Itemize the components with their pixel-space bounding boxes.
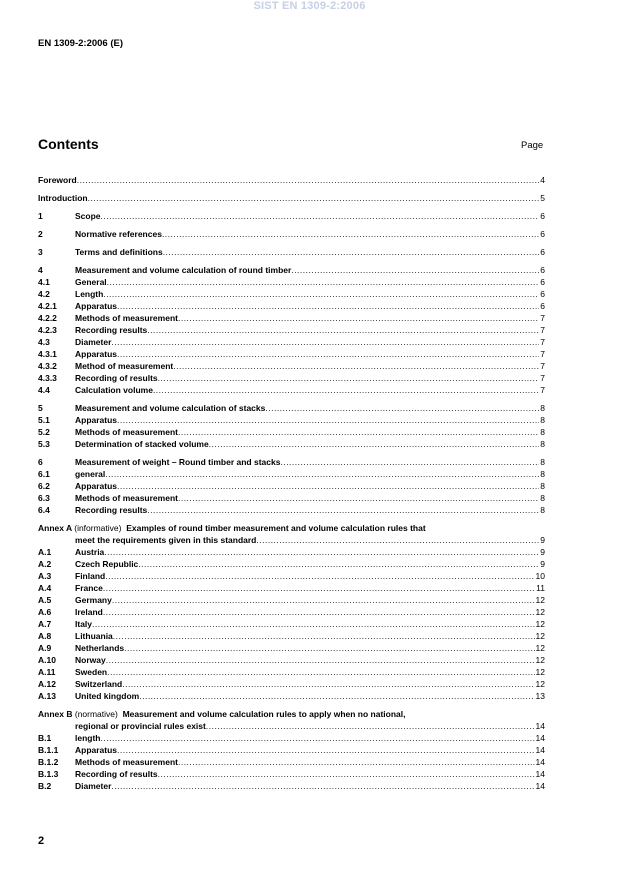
dot-leader (153, 384, 539, 396)
dot-leader (111, 780, 534, 792)
toc-entry-page: 12 (535, 679, 545, 689)
dot-leader (117, 300, 539, 312)
toc-entry[interactable] (38, 756, 545, 768)
dot-leader (178, 426, 539, 438)
toc-entry[interactable] (38, 570, 545, 582)
toc-entry-page: 6 (540, 211, 545, 221)
annex-prefix: Annex A (38, 523, 72, 533)
toc-entry-page: 7 (540, 361, 545, 371)
toc-entry[interactable] (38, 288, 545, 300)
dot-leader (103, 606, 535, 618)
dot-leader (158, 768, 535, 780)
toc-entry-number: A.11 (38, 667, 56, 677)
toc-entry-page: 12 (535, 655, 545, 665)
toc-entry-title: Scope (75, 211, 101, 221)
toc-entry-page: 6 (540, 277, 545, 287)
dot-leader (88, 192, 540, 204)
toc-entry-title: Lithuania (75, 631, 113, 641)
toc-entry-title: Diameter (75, 781, 112, 791)
toc-entry-page: 14 (535, 721, 545, 731)
dot-leader (101, 210, 540, 222)
dot-leader (103, 582, 535, 594)
toc-entry-number: 4.3.2 (38, 361, 57, 371)
toc-entry-page: 8 (540, 481, 545, 491)
toc-entry-number: 6.1 (38, 469, 50, 479)
toc-entry[interactable] (38, 582, 545, 594)
toc-entry-page: 14 (535, 733, 545, 743)
toc-entry[interactable] (38, 546, 545, 558)
toc-entry[interactable] (38, 276, 545, 288)
dot-leader (147, 504, 539, 516)
annex-heading-text (38, 708, 406, 720)
toc-entry-title: Apparatus (75, 301, 118, 311)
toc-entry-page: 7 (540, 313, 545, 323)
toc-entry-title: Ireland (75, 607, 103, 617)
toc-entry-number: 4 (38, 265, 43, 275)
dot-leader (265, 402, 539, 414)
toc-entry[interactable] (38, 402, 545, 414)
dot-leader (112, 594, 535, 606)
toc-entry-title: Sweden (75, 667, 108, 677)
toc-entry-page: 6 (540, 289, 545, 299)
toc-entry-number: B.1.2 (38, 757, 59, 767)
toc-entry[interactable] (38, 480, 545, 492)
toc-entry-title: Calculation volume (75, 385, 153, 395)
toc-entry-page: 7 (540, 373, 545, 383)
toc-entry-page: 8 (540, 415, 545, 425)
toc-entry-title: Finland (75, 571, 106, 581)
contents-title: Contents (38, 136, 99, 152)
toc-entry-title: Switzerland (75, 679, 123, 689)
toc-entry-number: 6.2 (38, 481, 50, 491)
dot-leader (147, 324, 539, 336)
toc-entry-page: 7 (540, 325, 545, 335)
toc-entry-page: 11 (536, 583, 545, 593)
toc-entry-page: 4 (540, 175, 545, 185)
dot-leader (113, 630, 535, 642)
toc-entry[interactable] (38, 324, 545, 336)
toc-entry[interactable] (38, 504, 545, 516)
toc-entry-title: United kingdom (75, 691, 140, 701)
toc-entry-title: Recording of results (75, 769, 158, 779)
toc-entry-title: Recording results (75, 325, 148, 335)
toc-entry-page: 14 (535, 769, 545, 779)
toc-entry-number: A.1 (38, 547, 52, 557)
toc-entry[interactable] (38, 690, 545, 702)
toc-entry-number: A.2 (38, 559, 52, 569)
toc-entry-page: 6 (540, 265, 545, 275)
toc-entry-title: Methods of measurement (75, 757, 178, 767)
toc-entry-page: 8 (540, 439, 545, 449)
toc-entry[interactable] (38, 744, 545, 756)
toc-entry-number: A.6 (38, 607, 52, 617)
toc-entry[interactable] (38, 456, 545, 468)
toc-entry-number: 5.1 (38, 415, 50, 425)
toc-entry-title: Apparatus (75, 745, 118, 755)
toc-entry[interactable] (38, 642, 545, 654)
toc-entry-number: A.8 (38, 631, 52, 641)
toc-entry-number: 4.1 (38, 277, 50, 287)
toc-entry-number: 4.2.3 (38, 325, 57, 335)
toc-entry-title: Czech Republic (75, 559, 139, 569)
dot-leader (291, 264, 539, 276)
toc-entry[interactable] (38, 174, 545, 186)
annex-type: (normative) (74, 709, 118, 719)
toc-entry[interactable] (38, 630, 545, 642)
toc-entry-page: 7 (540, 385, 545, 395)
dot-leader (163, 246, 540, 258)
annex-heading[interactable] (38, 708, 545, 720)
dot-leader (162, 228, 539, 240)
dot-leader (105, 468, 539, 480)
toc-entry-title: Germany (75, 595, 112, 605)
toc-entry-title: General (75, 277, 107, 287)
toc-entry[interactable] (38, 654, 545, 666)
dot-leader (209, 438, 540, 450)
dot-leader (106, 654, 535, 666)
toc-entry-number: 4.3.3 (38, 373, 57, 383)
toc-entry[interactable] (38, 606, 545, 618)
watermark: SIST EN 1309-2:2006 (253, 0, 366, 12)
toc-entry-page: 9 (540, 559, 545, 569)
dot-leader (256, 534, 539, 546)
toc-entry-title: Apparatus (75, 349, 118, 359)
toc-entry-number: A.12 (38, 679, 56, 689)
toc-entry-title: Measurement of weight – Round timber and stacks (75, 457, 281, 467)
toc-entry[interactable] (38, 312, 545, 324)
dot-leader (206, 720, 535, 732)
dot-leader (105, 570, 534, 582)
toc-entry-number: 5 (38, 403, 43, 413)
toc-entry[interactable] (38, 492, 545, 504)
toc-entry-number: 4.2.1 (38, 301, 57, 311)
toc-entry-page: 9 (540, 547, 545, 557)
toc-entry-number: 6.3 (38, 493, 50, 503)
toc-entry[interactable] (38, 192, 545, 204)
dot-leader (117, 480, 539, 492)
dot-leader (117, 348, 539, 360)
toc-entry-page: 8 (540, 505, 545, 515)
toc-entry[interactable] (38, 300, 545, 312)
toc-entry-title: Terms and definitions (75, 247, 163, 257)
toc-entry-number: 4.2.2 (38, 313, 57, 323)
toc-entry-title: Norway (75, 655, 106, 665)
dot-leader (280, 456, 539, 468)
toc-entry-page: 14 (535, 745, 545, 755)
toc-entry-page: 6 (540, 247, 545, 257)
toc-entry[interactable] (38, 264, 545, 276)
toc-entry[interactable] (38, 372, 545, 384)
dot-leader (77, 174, 540, 186)
toc-entry-title: general (75, 469, 106, 479)
dot-leader (139, 690, 534, 702)
toc-entry-page: 13 (535, 691, 545, 701)
toc-entry-page: 8 (540, 427, 545, 437)
toc-entry-page: 12 (535, 667, 545, 677)
toc-entry-page: 12 (535, 595, 545, 605)
dot-leader (104, 546, 539, 558)
page-number: 2 (38, 835, 45, 847)
toc-entry-number: A.13 (38, 691, 56, 701)
toc-entry-number: 2 (38, 229, 43, 239)
toc-entry-number: 4.3 (38, 337, 50, 347)
dot-leader (92, 618, 535, 630)
toc-entry-title: Method of measurement (75, 361, 174, 371)
annex-title-line1: Examples of round timber measurement and volume calculation rules that (126, 523, 426, 533)
toc-entry-title: Methods of measurement (75, 493, 178, 503)
toc-entry[interactable] (38, 384, 545, 396)
dot-leader (117, 744, 534, 756)
toc-entry-number: 6.4 (38, 505, 50, 515)
toc-entry-number: B.1.1 (38, 745, 59, 755)
toc-entry-page: 12 (535, 643, 545, 653)
toc-entry[interactable] (38, 768, 545, 780)
dot-leader (178, 312, 539, 324)
dot-leader (122, 678, 534, 690)
toc-entry-title: Apparatus (75, 415, 118, 425)
toc-entry-page: 6 (540, 301, 545, 311)
toc-entry-page: 8 (540, 457, 545, 467)
annex-heading-text (38, 522, 426, 534)
annex-heading[interactable] (38, 522, 545, 534)
toc-entry-title: Methods of measurement (75, 427, 178, 437)
toc-entry-number: 4.3.1 (38, 349, 57, 359)
toc-entry-number: 6 (38, 457, 43, 467)
toc-entry-number: 5.3 (38, 439, 50, 449)
toc-entry-number: A.5 (38, 595, 52, 605)
toc-entry-number: A.3 (38, 571, 52, 581)
dot-leader (103, 288, 539, 300)
toc-entry-title: length (75, 733, 101, 743)
dot-leader (124, 642, 534, 654)
toc-entry-page: 8 (540, 493, 545, 503)
toc-entry-page: 6 (540, 229, 545, 239)
toc-entry[interactable] (38, 780, 545, 792)
annex-title-line1: Measurement and volume calculation rules to apply when no national, (122, 709, 406, 719)
toc-entry[interactable] (38, 348, 545, 360)
annex-type: (informative) (74, 523, 122, 533)
toc-entry[interactable] (38, 558, 545, 570)
toc-entry-page: 9 (540, 535, 545, 545)
toc-entry[interactable] (38, 228, 545, 240)
toc-entry-page: 7 (540, 349, 545, 359)
toc-entry-number: B.2 (38, 781, 52, 791)
dot-leader (178, 756, 535, 768)
toc-entry[interactable] (38, 360, 545, 372)
toc-entry-number: 4.4 (38, 385, 50, 395)
toc-entry[interactable] (38, 426, 545, 438)
toc-entry-number: A.4 (38, 583, 52, 593)
toc-entry[interactable] (38, 414, 545, 426)
dot-leader (173, 360, 539, 372)
toc-entry[interactable] (38, 732, 545, 744)
toc-entry-title: Recording results (75, 505, 148, 515)
toc-entry[interactable] (38, 438, 545, 450)
table-of-contents (38, 174, 545, 792)
dot-leader (107, 666, 534, 678)
toc-entry-title: France (75, 583, 103, 593)
toc-entry-number: 1 (38, 211, 43, 221)
toc-entry-title: Measurement and volume calculation of round timber (75, 265, 292, 275)
toc-entry-page: 12 (535, 619, 545, 629)
toc-entry-page: 10 (535, 571, 545, 581)
annex-prefix: Annex B (38, 709, 73, 719)
toc-entry-title: regional or provincial rules exist (75, 721, 206, 731)
toc-entry-page: 7 (540, 337, 545, 347)
toc-entry[interactable] (38, 210, 545, 222)
dot-leader (158, 372, 540, 384)
toc-entry[interactable] (38, 468, 545, 480)
toc-entry-number: B.1.3 (38, 769, 59, 779)
toc-entry-title: Introduction (38, 193, 88, 203)
toc-entry-title: Normative references (75, 229, 162, 239)
toc-entry-title: Methods of measurement (75, 313, 178, 323)
toc-entry[interactable] (38, 666, 545, 678)
toc-entry[interactable] (38, 594, 545, 606)
dot-leader (111, 336, 539, 348)
dot-leader (117, 414, 539, 426)
toc-entry-title: meet the requirements given in this standard (75, 535, 257, 545)
toc-entry-number: 5.2 (38, 427, 50, 437)
toc-entry-title: Determination of stacked volume (75, 439, 209, 449)
document-id: EN 1309-2:2006 (E) (38, 38, 124, 49)
toc-entry-page: 14 (535, 757, 545, 767)
toc-entry[interactable] (38, 678, 545, 690)
toc-entry[interactable] (38, 246, 545, 258)
toc-entry-page: 5 (540, 193, 545, 203)
toc-entry-title: Austria (75, 547, 105, 557)
dot-leader (101, 732, 535, 744)
toc-entry[interactable] (38, 534, 545, 546)
toc-entry-number: 3 (38, 247, 43, 257)
toc-entry-title: Netherlands (75, 643, 125, 653)
toc-entry[interactable] (38, 618, 545, 630)
toc-entry-page: 12 (535, 631, 545, 641)
toc-entry-page: 8 (540, 403, 545, 413)
toc-entry[interactable] (38, 720, 545, 732)
toc-entry-title: Foreword (38, 175, 77, 185)
toc-entry[interactable] (38, 336, 545, 348)
toc-entry-number: B.1 (38, 733, 52, 743)
dot-leader (138, 558, 539, 570)
toc-entry-page: 8 (540, 469, 545, 479)
toc-entry-title: Length (75, 289, 104, 299)
toc-entry-title: Measurement and volume calculation of stacks (75, 403, 266, 413)
dot-leader (178, 492, 539, 504)
toc-entry-title: Italy (75, 619, 93, 629)
toc-entry-number: 4.2 (38, 289, 50, 299)
toc-entry-page: 12 (535, 607, 545, 617)
toc-entry-title: Diameter (75, 337, 112, 347)
dot-leader (107, 276, 540, 288)
toc-entry-page: 14 (535, 781, 545, 791)
toc-entry-number: A.10 (38, 655, 56, 665)
toc-entry-number: A.7 (38, 619, 52, 629)
toc-entry-number: A.9 (38, 643, 52, 653)
toc-entry-title: Recording of results (75, 373, 158, 383)
page-column-label: Page (521, 140, 544, 151)
toc-entry-title: Apparatus (75, 481, 118, 491)
